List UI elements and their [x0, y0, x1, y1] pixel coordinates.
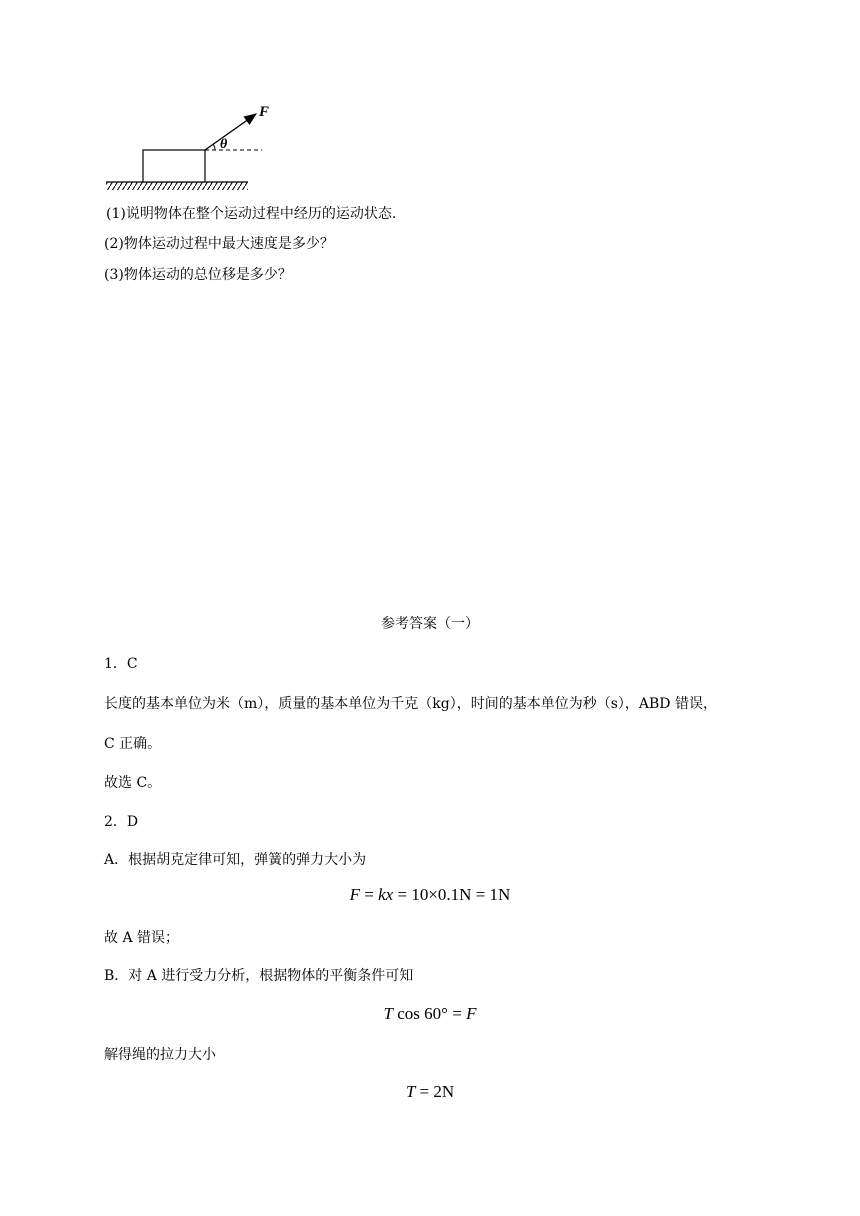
equation-hooke: F = kx = 10×0.1N = 1N — [349, 885, 511, 904]
answer-2-line-c: 解得绳的拉力大小 — [104, 1047, 216, 1063]
angle-arc — [213, 144, 215, 150]
angle-label: θ — [220, 137, 228, 152]
equation-equilibrium: T cos 60° = F — [383, 1004, 477, 1023]
equation-tension: T = 2N — [405, 1082, 455, 1101]
question-1: (1)说明物体在整个运动过程中经历的运动状态. — [106, 206, 397, 222]
answer-2-line-b: B．对 A 进行受力分析，根据物体的平衡条件可知 — [104, 968, 414, 984]
answers-heading: 参考答案（一） — [381, 616, 479, 632]
block — [143, 150, 205, 182]
answer-2-line-a-end: 故 A 错误； — [104, 930, 180, 946]
force-label: F — [259, 104, 270, 120]
force-diagram — [100, 98, 280, 198]
ground-hatch — [106, 182, 248, 190]
answer-1-number: 1．C — [104, 656, 138, 672]
question-2: (2)物体运动过程中最大速度是多少？ — [104, 236, 334, 252]
answer-1-line-2: C 正确。 — [104, 736, 162, 752]
answer-1-line-3: 故选 C。 — [104, 775, 162, 791]
answer-2-line-a: A．根据胡克定律可知，弹簧的弹力大小为 — [104, 852, 367, 868]
question-3: (3)物体运动的总位移是多少？ — [104, 267, 292, 283]
answer-2-number: 2．D — [104, 814, 139, 830]
answer-1-line-1: 长度的基本单位为米（m），质量的基本单位为千克（kg），时间的基本单位为秒（s），ABD 错误， — [104, 696, 717, 712]
force-arrow — [205, 114, 256, 150]
